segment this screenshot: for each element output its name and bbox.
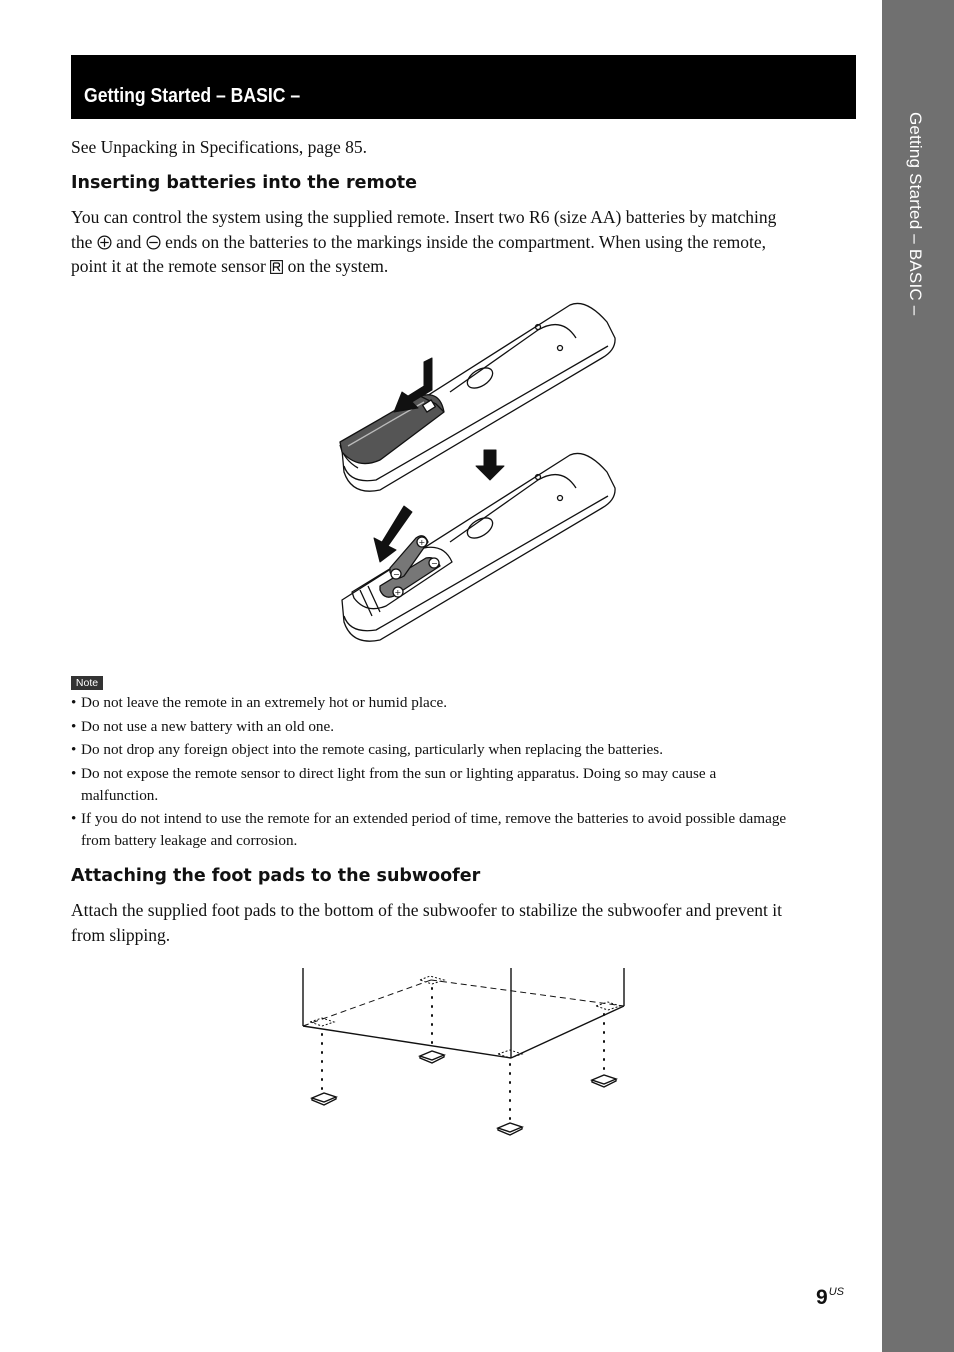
paragraph-line: the and ends on the batteries to the markings inside the compartment. When using the remote, [71, 231, 767, 252]
note-badge: Note [71, 676, 103, 690]
list-item: • Do not leave the remote in an extremely hot or humid place. [71, 692, 861, 714]
plus-circle-icon [97, 235, 112, 250]
list-item: • If you do not intend to use the remote for an extended period of time, remove the batteries to avoid possible damage from battery leakage and corrosion. [71, 808, 861, 852]
list-item: • Do not use a new battery with an old one. [71, 716, 861, 738]
list-item: • Do not drop any foreign object into the remote casing, particularly when replacing the batteries. [71, 739, 861, 761]
intro-text: See Unpacking in Specifications, page 85. [71, 137, 367, 157]
svg-text:−: − [431, 559, 438, 568]
remote-sensor-icon [270, 260, 283, 274]
svg-text:+: + [394, 588, 402, 597]
page-title: Getting Started – BASIC – [84, 85, 301, 107]
list-item: • Do not expose the remote sensor to direct light from the sun or lighting apparatus. Doing so may cause a malfunction. [71, 763, 861, 807]
heading-inserting-batteries: Inserting batteries into the remote [71, 173, 417, 193]
page-number: $9^{US}$ [816, 1286, 844, 1309]
paragraph-batteries [71, 205, 861, 279]
arrow-down-icon [476, 450, 504, 480]
minus-circle-icon [146, 235, 161, 250]
side-tab-label: Getting Started – BASIC – [906, 112, 925, 316]
heading-foot-pads: Attaching the foot pads to the subwoofer [71, 866, 481, 886]
svg-text:−: − [393, 570, 400, 579]
svg-text:+: + [418, 538, 426, 547]
notes-list [71, 692, 861, 854]
section-banner [71, 55, 856, 119]
battery-insertion-illustration [332, 300, 622, 650]
subwoofer-foot-pads-illustration [296, 966, 632, 1142]
paragraph-line: from slipping. [71, 924, 171, 945]
paragraph-line: You can control the system using the supplied remote. Insert two R6 (size AA) batteries by matching [71, 207, 777, 227]
paragraph-line: Attach the supplied foot pads to the bottom of the subwoofer to stabilize the subwoofer and prevent it [71, 900, 783, 920]
paragraph-foot-pads [71, 898, 861, 947]
page-number-suffix: US [828, 1286, 844, 1298]
paragraph-line: point it at the remote sensor on the system. [71, 256, 389, 276]
